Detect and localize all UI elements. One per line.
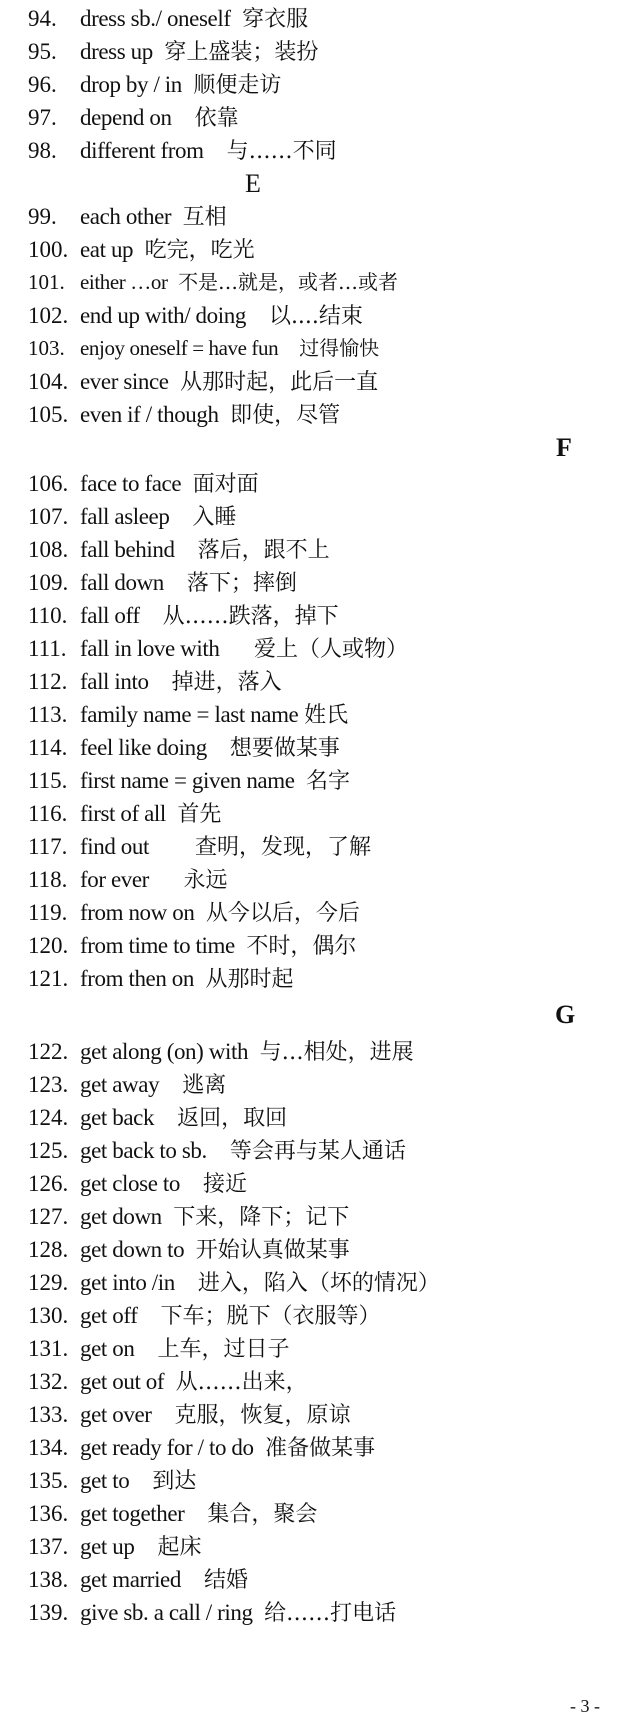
entry-110 [28, 599, 339, 632]
entry-number: 130. [28, 1303, 69, 1328]
entry-meaning: 依靠 [194, 106, 239, 131]
entry-meaning: 等会再与某人通话 [229, 1139, 406, 1164]
entry-meaning: 首先 [177, 802, 222, 827]
entry-phrase: get on [80, 1336, 135, 1361]
entry-98 [28, 134, 337, 167]
entry-95 [28, 35, 318, 68]
entry-phrase: end up with/ doing [80, 303, 246, 328]
entry-phrase: ever since [80, 369, 169, 394]
entry-meaning: 与……不同 [226, 139, 337, 164]
entry-number: 110. [28, 603, 68, 628]
entry-meaning: 开始认真做某事 [195, 1238, 350, 1263]
entry-number: 137. [28, 1534, 69, 1559]
entry-phrase: get out of [80, 1369, 165, 1394]
entry-meaning: 姓氏 [304, 703, 349, 728]
entry-130 [28, 1299, 380, 1332]
entry-meaning: 吃完，吃光 [144, 238, 255, 263]
entry-meaning: 从今以后，今后 [205, 901, 360, 926]
entry-132 [28, 1365, 308, 1398]
entry-phrase: get down [80, 1204, 162, 1229]
entry-124 [28, 1101, 287, 1134]
entry-number: 94. [28, 6, 57, 31]
entry-phrase: get into /in [80, 1270, 175, 1295]
entry-131 [28, 1332, 289, 1365]
entry-phrase: get up [80, 1534, 135, 1559]
entry-94 [28, 2, 308, 35]
entry-phrase: fall down [80, 570, 164, 595]
entry-meaning: 落后，跟不上 [197, 538, 330, 563]
entry-meaning: 克服，恢复，原谅 [174, 1403, 351, 1428]
entry-meaning: 想要做某事 [229, 736, 340, 761]
entry-meaning: 给……打电话 [264, 1601, 397, 1626]
entry-phrase: give sb. a call / ring [80, 1600, 253, 1625]
entry-number: 139. [28, 1600, 69, 1625]
entry-phrase: get over [80, 1402, 152, 1427]
entry-number: 117. [28, 834, 68, 859]
entry-121 [28, 962, 294, 995]
entry-number: 131. [28, 1336, 69, 1361]
entry-109 [28, 566, 297, 599]
entry-106 [28, 467, 259, 500]
entry-103 [28, 332, 379, 365]
entry-phrase: family name = last name [80, 702, 299, 727]
entry-number: 119. [28, 900, 68, 925]
entry-phrase: get off [80, 1303, 138, 1328]
entry-meaning: 互相 [182, 205, 227, 230]
entry-phrase: get married [80, 1567, 181, 1592]
entry-meaning: 面对面 [192, 472, 259, 497]
entry-number: 104. [28, 369, 69, 394]
entry-phrase: get to [80, 1468, 130, 1493]
entry-meaning: 逃离 [182, 1073, 227, 1098]
entry-phrase: each other [80, 204, 172, 229]
entry-number: 125. [28, 1138, 69, 1163]
entry-meaning: 返回，取回 [177, 1106, 288, 1131]
entry-phrase: from time to time [80, 933, 235, 958]
entry-118 [28, 863, 227, 896]
entry-phrase: get away [80, 1072, 160, 1097]
entry-116 [28, 797, 221, 830]
entry-meaning: 爱上（人或物） [253, 637, 408, 662]
entry-115 [28, 764, 350, 797]
entry-number: 132. [28, 1369, 69, 1394]
entry-meaning: 即使，尽管 [230, 403, 341, 428]
entry-number: 124. [28, 1105, 69, 1130]
entry-128 [28, 1233, 350, 1266]
entry-113 [28, 698, 348, 731]
entry-meaning: 起床 [157, 1535, 202, 1560]
entry-101 [28, 266, 398, 299]
entry-phrase: from then on [80, 966, 195, 991]
entry-meaning: 结婚 [203, 1568, 248, 1593]
entry-meaning: 名字 [306, 769, 351, 794]
entry-100 [28, 233, 255, 266]
entry-112 [28, 665, 282, 698]
entry-phrase: dress up [80, 39, 153, 64]
entry-number: 138. [28, 1567, 69, 1592]
entry-134 [28, 1431, 375, 1464]
entry-phrase: for ever [80, 867, 149, 892]
entry-114 [28, 731, 340, 764]
entry-phrase: get back [80, 1105, 155, 1130]
entry-number: 105. [28, 402, 69, 427]
entry-meaning: 准备做某事 [265, 1436, 376, 1461]
entry-meaning: 从那时起，此后一直 [180, 370, 379, 395]
entry-meaning: 穿上盛装；装扮 [164, 40, 319, 65]
entry-number: 99. [28, 204, 57, 229]
entry-meaning: 掉进，落入 [171, 670, 282, 695]
entry-number: 113. [28, 702, 68, 727]
entry-119 [28, 896, 360, 929]
entry-number: 102. [28, 303, 69, 328]
entry-number: 106. [28, 471, 69, 496]
entry-102 [28, 299, 363, 332]
entry-number: 135. [28, 1468, 69, 1493]
entry-phrase: get close to [80, 1171, 180, 1196]
entry-number: 134. [28, 1435, 69, 1460]
entry-meaning: 上车，过日子 [157, 1337, 290, 1362]
entry-number: 103. [28, 336, 65, 360]
entry-phrase: even if / though [80, 402, 219, 427]
entry-number: 100. [28, 237, 69, 262]
entry-meaning: 顺便走访 [193, 73, 282, 98]
entry-phrase: get along (on) with [80, 1039, 249, 1064]
entry-number: 95. [28, 39, 57, 64]
entry-phrase: different from [80, 138, 204, 163]
entry-phrase: depend on [80, 105, 172, 130]
entry-phrase: get ready for / to do [80, 1435, 254, 1460]
entry-phrase: eat up [80, 237, 134, 262]
entry-meaning: 以....结束 [268, 304, 363, 329]
entry-meaning: 接近 [202, 1172, 247, 1197]
entry-number: 136. [28, 1501, 69, 1526]
entry-number: 126. [28, 1171, 69, 1196]
entry-meaning: 进入，陷入（坏的情况） [197, 1271, 440, 1296]
entry-phrase: enjoy oneself = have fun [80, 336, 279, 360]
entry-117 [28, 830, 371, 863]
entry-meaning: 查明，发现，了解 [195, 835, 372, 860]
entry-number: 128. [28, 1237, 69, 1262]
section-heading-e: E [245, 169, 261, 198]
entry-meaning: 从……出来， [175, 1370, 308, 1395]
entry-136 [28, 1497, 317, 1530]
entry-number: 116. [28, 801, 68, 826]
entry-135 [28, 1464, 196, 1497]
entry-number: 108. [28, 537, 69, 562]
entry-number: 127. [28, 1204, 69, 1229]
entry-number: 114. [28, 735, 68, 760]
entry-phrase: fall behind [80, 537, 175, 562]
entry-meaning: 下来，降下；记下 [173, 1205, 350, 1230]
entry-meaning: 穿衣服 [242, 7, 309, 32]
entry-137 [28, 1530, 201, 1563]
entry-phrase: from now on [80, 900, 195, 925]
entry-meaning: 不时，偶尔 [246, 934, 357, 959]
entry-meaning: 永远 [183, 868, 228, 893]
section-heading-f: F [556, 433, 572, 462]
entry-number: 98. [28, 138, 57, 163]
entry-number: 133. [28, 1402, 69, 1427]
entry-meaning: 不是…就是，或者…或者 [178, 270, 399, 294]
entry-125 [28, 1134, 406, 1167]
entry-129 [28, 1266, 440, 1299]
entry-99 [28, 200, 227, 233]
entry-phrase: drop by / in [80, 72, 182, 97]
entry-number: 115. [28, 768, 68, 793]
entry-meaning: 下车；脱下（衣服等） [160, 1304, 381, 1329]
entry-139 [28, 1596, 396, 1629]
entry-phrase: get down to [80, 1237, 185, 1262]
entry-number: 96. [28, 72, 57, 97]
entry-133 [28, 1398, 351, 1431]
entry-phrase: dress sb./ oneself [80, 6, 231, 31]
entry-number: 121. [28, 966, 69, 991]
entry-number: 129. [28, 1270, 69, 1295]
entry-meaning: 落下；摔倒 [186, 571, 297, 596]
entry-number: 101. [28, 270, 65, 294]
entry-number: 120. [28, 933, 69, 958]
entry-127 [28, 1200, 349, 1233]
entry-meaning: 入睡 [192, 505, 237, 530]
entry-phrase: face to face [80, 471, 182, 496]
entry-number: 109. [28, 570, 69, 595]
entry-138 [28, 1563, 248, 1596]
entry-meaning: 与…相处，进展 [259, 1040, 414, 1065]
entry-phrase: fall into [80, 669, 149, 694]
page-number: - 3 - [570, 1696, 600, 1716]
entry-phrase: fall asleep [80, 504, 170, 529]
entry-meaning: 从那时起 [205, 967, 294, 992]
section-heading-g: G [555, 1000, 576, 1029]
entry-96 [28, 68, 281, 101]
entry-107 [28, 500, 236, 533]
entry-phrase: feel like doing [80, 735, 207, 760]
entry-number: 118. [28, 867, 68, 892]
entry-phrase: find out [80, 834, 149, 859]
entry-meaning: 集合，聚会 [207, 1502, 318, 1527]
entry-number: 122. [28, 1039, 69, 1064]
entry-number: 97. [28, 105, 57, 130]
entry-phrase: get together [80, 1501, 185, 1526]
entry-120 [28, 929, 356, 962]
entry-number: 111. [28, 636, 67, 661]
entry-number: 107. [28, 504, 69, 529]
entry-126 [28, 1167, 247, 1200]
entry-phrase: either …or [80, 270, 168, 294]
entry-phrase: fall in love with [80, 636, 220, 661]
entry-phrase: fall off [80, 603, 140, 628]
entry-phrase: first name = given name [80, 768, 295, 793]
entry-phrase: get back to sb. [80, 1138, 207, 1163]
entry-meaning: 从……跌落，掉下 [162, 604, 339, 629]
entry-number: 112. [28, 669, 68, 694]
entry-105 [28, 398, 340, 431]
entry-122 [28, 1035, 414, 1068]
entry-phrase: first of all [80, 801, 166, 826]
entry-123 [28, 1068, 226, 1101]
entry-meaning: 到达 [152, 1469, 197, 1494]
entry-111 [28, 632, 408, 665]
entry-number: 123. [28, 1072, 69, 1097]
entry-meaning: 过得愉快 [299, 336, 380, 360]
entry-104 [28, 365, 378, 398]
entry-108 [28, 533, 330, 566]
entry-97 [28, 101, 239, 134]
